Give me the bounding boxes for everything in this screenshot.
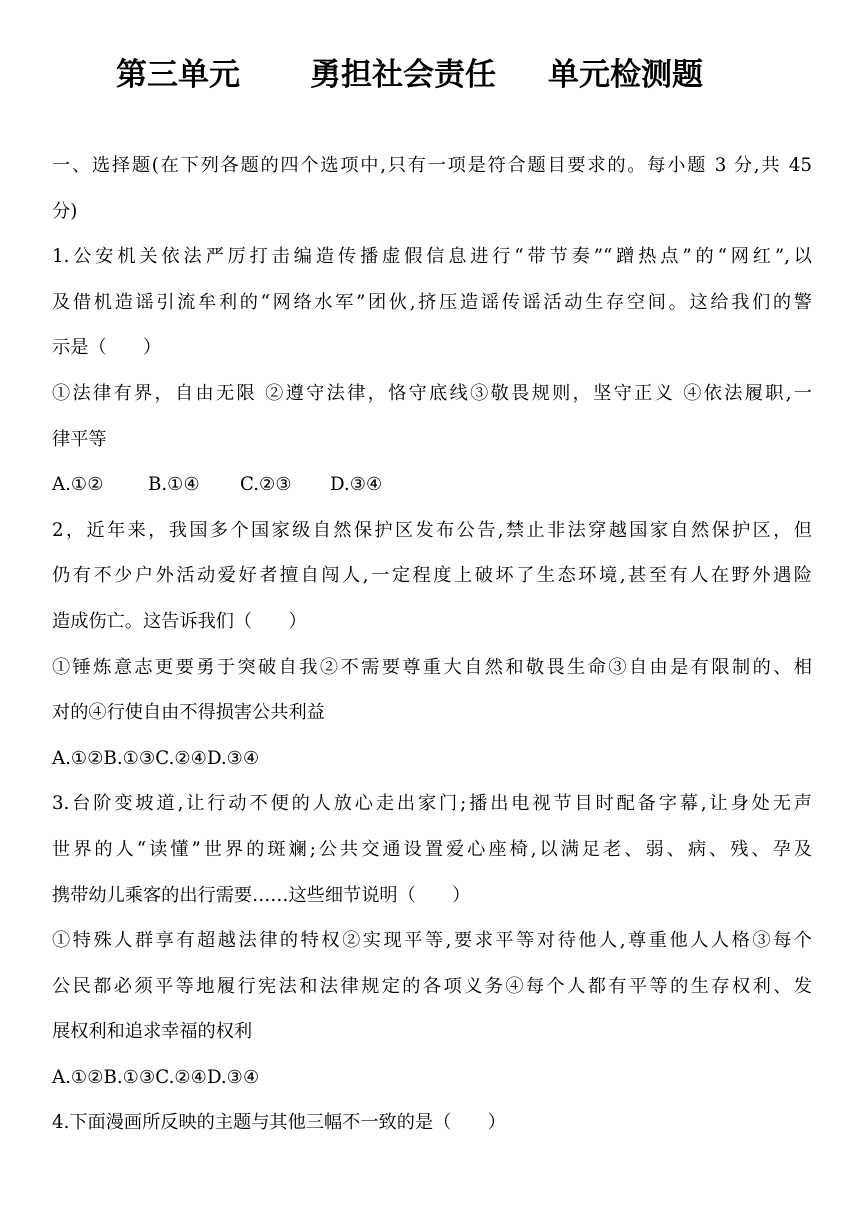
question-2-options: [52, 736, 812, 782]
question-1-options: [52, 462, 812, 508]
title-unit: 第三单元: [116, 57, 240, 93]
question-2-option-a: A.①②: [52, 747, 104, 769]
question-3-options: [52, 1055, 812, 1101]
question-2-option-d: D.③④: [206, 747, 260, 769]
question-1-option-d: D.③④: [330, 474, 383, 496]
question-1-statements-line-1: ①法律有界，自由无限 ②遵守法律，恪守底线③敬畏规则，坚守正义 ④依法履职,一: [52, 382, 812, 404]
question-4-line-1: 4.下面漫画所反映的主题与其他三幅不一致的是（ ）: [52, 1112, 506, 1134]
question-3-line-2: 世界的人“读懂”世界的斑斓;公共交通设置爱心座椅,以满足老、弱、病、残、孕及: [52, 838, 812, 860]
question-1-option-a: A.①②: [52, 474, 104, 496]
question-3-line-3: 携带幼儿乘客的出行需要……这些细节说明（ ）: [52, 884, 471, 906]
question-3-option-b: B.①③: [103, 1066, 156, 1088]
question-3-option-c: C.②④: [155, 1066, 207, 1088]
question-3-option-d: D.③④: [206, 1066, 260, 1088]
question-2-option-b: B.①③: [103, 747, 156, 769]
question-2-line-2: 仍有不少户外活动爱好者擅自闯人,一定程度上破坏了生态环境,甚至有人在野外遇险: [52, 565, 812, 587]
question-2-line-3: 造成伤亡。这告诉我们（ ）: [52, 610, 307, 632]
question-3-line-1: 3.台阶变坡道,让行动不便的人放心走出家门;播出电视节目时配备字幕,让身处无声: [52, 793, 812, 815]
question-1-line-1: 1.公安机关依法严厉打击编造传播虚假信息进行“带节奏”“蹭热点”的“网红”,以: [52, 246, 812, 268]
page-title: [0, 52, 860, 98]
exam-content: [52, 143, 812, 1146]
question-1-line-2: 及借机造谣引流牟利的“网络水军”团伙,挤压造谣传谣活动生存空间。这给我们的警: [52, 291, 812, 313]
question-1-option-c: C.②③: [240, 474, 292, 496]
question-2-line-1: 2，近年来，我国多个国家级自然保护区发布公告,禁止非法穿越国家自然保护区，但: [52, 519, 812, 541]
question-1-statements-line-2: 律平等: [52, 428, 107, 450]
question-1-line-3: 示是（ ）: [52, 337, 162, 359]
title-type: 单元检测题: [548, 57, 703, 93]
section-instruction-line-2: 分): [52, 200, 78, 222]
title-theme: 勇担社会责任: [310, 57, 496, 93]
question-1-option-b: B.①④: [148, 474, 200, 496]
section-instruction-line-1: 一、选择题(在下列各题的四个选项中,只有一项是符合题目要求的。每小题 3 分,共 45: [52, 155, 812, 176]
question-3-statements-line-2: 公民都必须平等地履行宪法和法律规定的各项义务④每个人都有平等的生存权利、发: [52, 975, 812, 997]
question-2-statements-line-1: ①锤炼意志更要勇于突破自我②不需要尊重大自然和敬畏生命③自由是有限制的、相: [52, 656, 812, 678]
question-3-statements-line-3: 展权利和追求幸福的权利: [52, 1021, 253, 1043]
question-2-statements-line-2: 对的④行使自由不得损害公共利益: [52, 702, 325, 724]
question-3-option-a: A.①②: [52, 1066, 104, 1088]
question-3-statements-line-1: ①特殊人群享有超越法律的特权②实现平等,要求平等对待他人,尊重他人人格③每个: [52, 930, 812, 952]
question-2-option-c: C.②④: [155, 747, 207, 769]
